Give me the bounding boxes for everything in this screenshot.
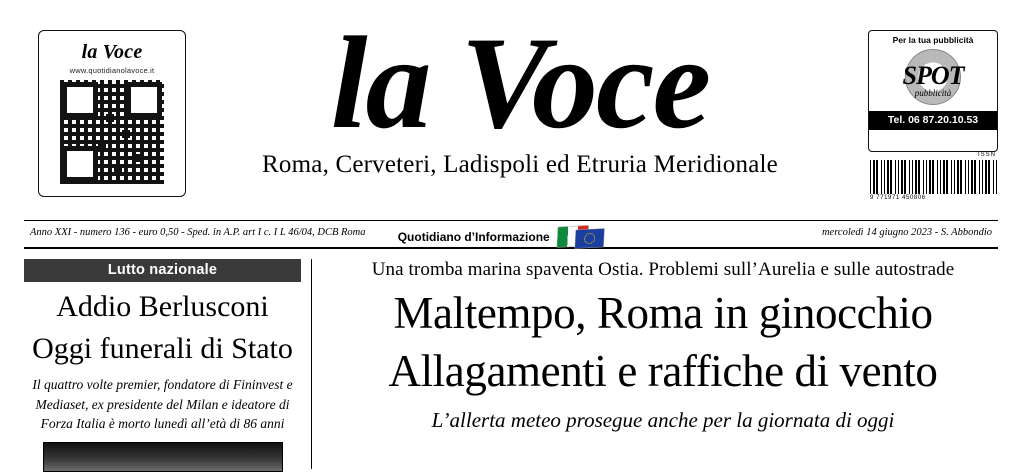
publication-descriptor: Quotidiano d’Informazione — [397, 230, 550, 244]
left-kicker: Lutto nazionale — [24, 259, 301, 282]
masthead-title-block — [200, 9, 840, 179]
advertisement-box[interactable] — [868, 30, 998, 152]
left-standfirst: Il quattro volte premier, fondatore di Fininvest e Mediaset, ex presidente del Milan e ideatore di Forza Italia è morto lunedì all’età di 86 anni — [32, 377, 293, 432]
flag-icon — [557, 225, 604, 249]
page-title: la Voce — [330, 9, 710, 156]
main-story-overline: Una tromba marina spaventa Ostia. Problemi sull’Aurelia e sulle autostrade — [371, 259, 955, 280]
ad-brand: SPOT — [902, 61, 964, 90]
left-headline-line1: Addio Berlusconi — [56, 290, 269, 323]
logo-box — [38, 30, 186, 197]
front-page-body — [24, 249, 998, 469]
logo-name: la Voce — [81, 41, 143, 63]
barcode — [870, 152, 998, 202]
masthead — [0, 0, 1022, 220]
left-headline-line2: Oggi funerali di Stato — [32, 331, 293, 365]
issue-info: Anno XXI - numero 136 - euro 0,50 - Sped. in A.P. art I c. I L 46/04, DCB Roma — [30, 227, 366, 238]
main-headline-line1: Maltempo, Roma in ginocchio — [393, 288, 933, 338]
ad-phone: Tel. 06 87.20.10.53 — [869, 111, 997, 130]
ad-top-label: Per la tua pubblicità — [892, 35, 974, 45]
left-column — [24, 259, 312, 469]
barcode-digits: 9 771971 450806 — [870, 195, 926, 201]
issue-date: mercoledì 14 giugno 2023 - S. Abbondio — [821, 227, 992, 238]
logo-url: www.quotidianolavoce.it — [69, 66, 155, 75]
main-story-summary: L’allerta meteo prosegue anche per la giornata di oggi — [431, 408, 895, 432]
info-strip — [24, 220, 998, 249]
ad-logo — [869, 47, 997, 109]
ad-brand-sub: pubblicità — [914, 88, 952, 98]
barcode-bars-icon — [870, 160, 998, 194]
masthead-subtitle: Roma, Cerveteri, Ladispoli ed Etruria Meridionale — [262, 151, 778, 179]
barcode-issue-code: ISSN — [977, 152, 996, 158]
main-headline-line2: Allagamenti e raffiche di vento — [388, 345, 938, 396]
main-story-column — [312, 259, 998, 469]
info-center — [398, 226, 604, 248]
qr-code-icon — [60, 80, 164, 184]
left-photo — [43, 442, 283, 472]
